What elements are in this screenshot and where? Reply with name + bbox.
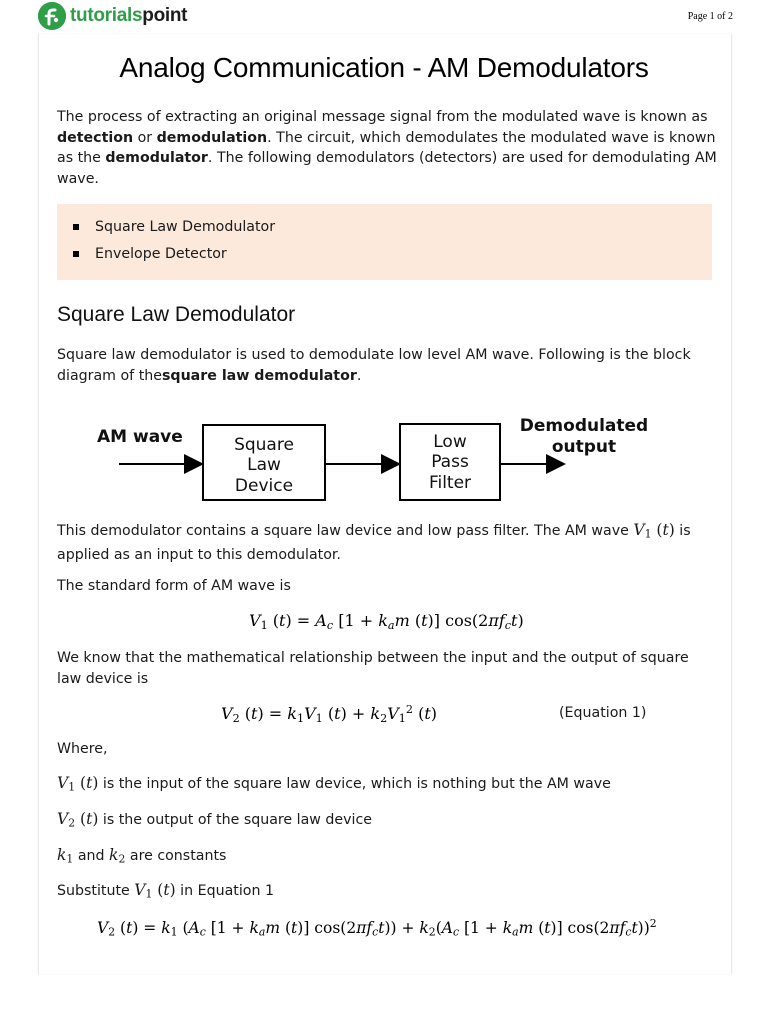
section-heading: Square Law Demodulator [57, 303, 296, 326]
am-wave-equation: $V_1$ $(t) = A_c$ [$1 + k_am$ (t)] $\cos(2\pi f_ct)$ [249, 611, 524, 632]
logo-wordmark: tutorialspoint [70, 5, 188, 26]
demodulator-description: This demodulator contains a square law device and low pass filter. The AM wave $V_1$ (t) is applied as an input to this demodulator. [57, 521, 691, 564]
definition-v1: $V_1$ (t) is the input of the square law device, which is nothing but the AM wave [57, 774, 611, 794]
block2-line1: Low [433, 432, 467, 452]
tutorialspoint-logo[interactable] [38, 2, 187, 30]
standard-form-text: The standard form of AM wave is [57, 578, 291, 594]
equation-1: $V_2$ $(t) = k_1V_1$ $(t) + k_2V_1^2$ (t) [221, 703, 438, 725]
block1-line2: Law [247, 455, 281, 475]
section-paragraph: Square law demodulator is used to demodulate low level AM wave. Following is the block diagram of thesquare law demodulator. [57, 347, 691, 384]
header [0, 0, 768, 34]
relationship-text: We know that the mathematical relationship between the input and the output of square law device is [57, 650, 689, 687]
block-diagram [88, 408, 678, 510]
output-label-line1: Demodulated [519, 416, 649, 436]
block2-line2: Pass [431, 452, 469, 472]
intro-paragraph: The process of extracting an original message signal from the modulated wave is known as detection or demodulation. The circuit, which demodulates the modulated wave is known as the demodulator. The following demodulators (detectors) are used for demodulating AM wave. [57, 109, 717, 187]
list-item: Square Law Demodulator [95, 219, 275, 235]
bullet-square-icon [73, 251, 79, 257]
term-demodulator: demodulator [105, 150, 208, 166]
logo-icon [38, 2, 66, 30]
definition-v2: $V_2$ (t) is the output of the square law device [57, 810, 373, 830]
demodulator-list-box [57, 204, 712, 280]
page-title: Analog Communication - AM Demodulators [119, 52, 649, 83]
substituted-equation: $V_2$ $(t) = k_1$ ($A_c$ [$1 + k_am$ (t)] $\cos(2\pi f_ct)) + k_2(A_c$ [$1 + k_am$ (t)] $\cos(2\pi f_ct))^2$ [97, 917, 657, 939]
equation-1-label: (Equation 1) [559, 705, 647, 721]
term-detection: detection [57, 129, 134, 146]
input-label: AM wave [97, 427, 183, 447]
math-v1t: $V_1$ (t) [633, 521, 675, 541]
output-label-line2: output [551, 437, 617, 457]
block1-line1: Square [234, 435, 294, 455]
bullet-square-icon [73, 224, 79, 230]
substitute-text: Substitute $V_1$ (t) in Equation 1 [57, 881, 274, 901]
list-item: Envelope Detector [95, 246, 227, 262]
term-demodulation: demodulation [156, 129, 268, 146]
block1-line3: Device [234, 476, 294, 496]
block2-line3: Filter [428, 473, 472, 493]
where-text: Where, [57, 741, 108, 757]
definition-constants: $k_1$ and $k_2$ are constants [57, 846, 227, 866]
page-indicator: Page 1 of 2 [687, 11, 733, 22]
